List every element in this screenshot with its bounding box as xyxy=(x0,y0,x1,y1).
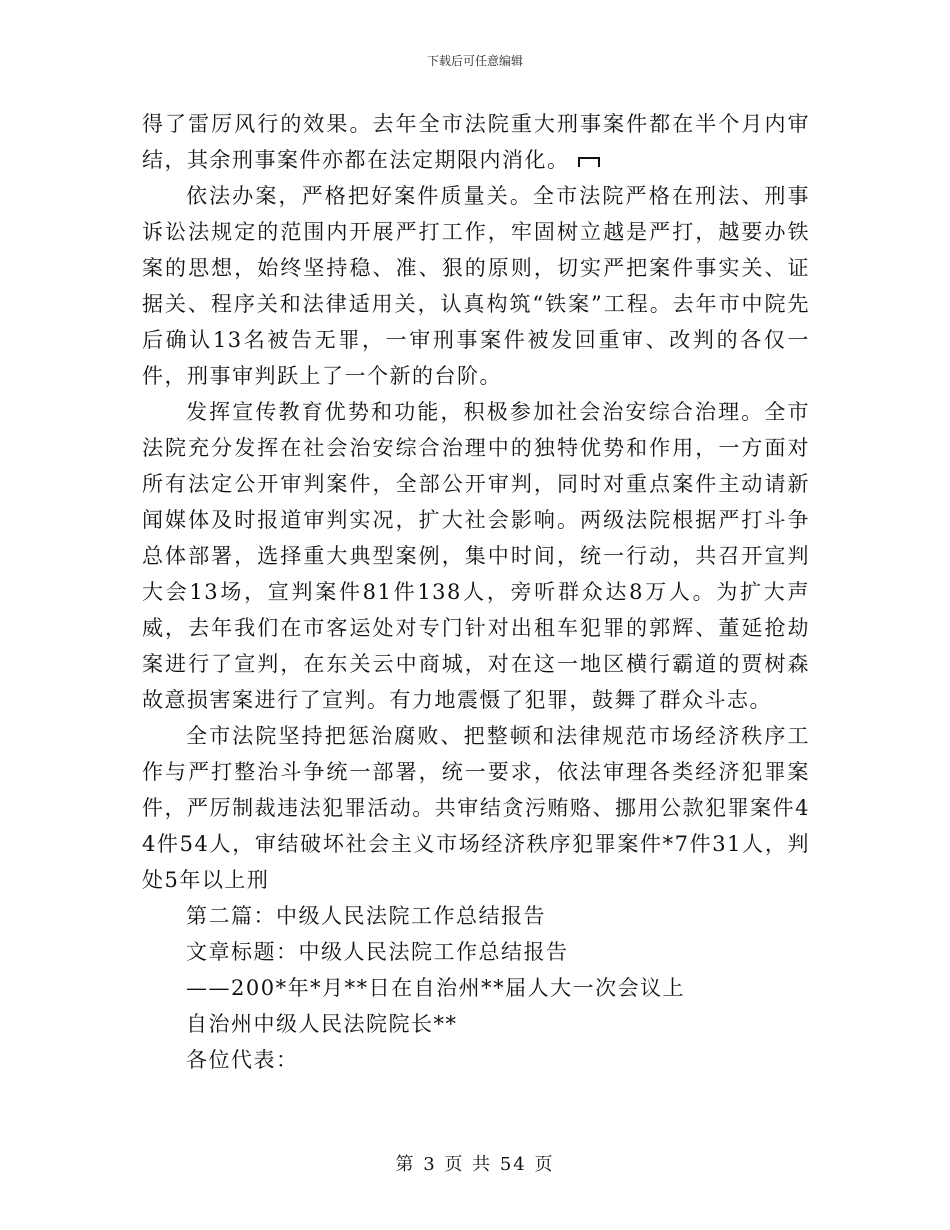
page-header-note: 下载后可任意编辑 xyxy=(426,54,523,68)
paragraph-3: 发挥宣传教育优势和功能，积极参加社会治安综合治理。全市法院充分发挥在社会治安综合治理中的独特优势和作用，一方面对所有法定公开审判案件，全部公开审判，同时对重点案件主动请新闻媒体及时报道审判实况，扩大社会影响。两级法院根据严打斗争总体部署，选择重大典型案例，集中时间，统一行动，共召开宣判大会13场，宣判案件81件138人，旁听群众达8万人。为扩大声威，去年我们在市客运处对专门针对出租车犯罪的郭辉、董延抢劫案进行了宣判，在东关云中商城，对在这一地区横行霸道的贾树森故意损害案进行了宣判。有力地震慑了犯罪，鼓舞了群众斗志。 xyxy=(142,400,810,712)
author-line: 自治州中级人民法院院长** xyxy=(186,1012,458,1036)
paragraph-2: 依法办案，严格把好案件质量关。全市法院严格在刑法、刑事诉讼法规定的范围内开展严打工作，牢固树立越是严打，越要办铁案的思想，始终坚持稳、准、狠的原则，切实严把案件事实关、证据关、程序关和法律适用关，认真构筑“铁案”工程。去年市中院先后确认13名被告无罪，一审刑事案件被发回重审、改判的各仅一件，刑事审判跃上了一个新的台阶。 xyxy=(142,184,810,388)
document-body xyxy=(142,106,810,1078)
paragraph-4: 全市法院坚持把惩治腐败、把整顿和法律规范市场经济秩序工作与严打整治斗争统一部署，统一要求，依法审理各类经济犯罪案件，严厉制裁违法犯罪活动。共审结贪污贿赂、挪用公款犯罪案件44件54人，审结破坏社会主义市场经济秩序犯罪案件*7件31人，判处5年以上刑 xyxy=(142,724,810,892)
article-title: 文章标题：中级人民法院工作总结报告 xyxy=(186,940,569,964)
page-number: 第 3 页 共 54 页 xyxy=(395,1154,555,1175)
paragraph-1-text: 得了雷厉风行的效果。去年全市法院重大刑事案件都在半个月内审结，其余刑事案件亦都在法定期限内消化。 xyxy=(142,112,810,172)
section-heading: 第二篇：中级人民法院工作总结报告 xyxy=(186,904,546,928)
paragraph-1 xyxy=(142,106,810,178)
bracket-mark-icon xyxy=(578,157,600,167)
meeting-subtitle: ——200*年*月**日在自治州**届人大一次会议上 xyxy=(186,976,686,1000)
salutation: 各位代表： xyxy=(186,1048,299,1072)
